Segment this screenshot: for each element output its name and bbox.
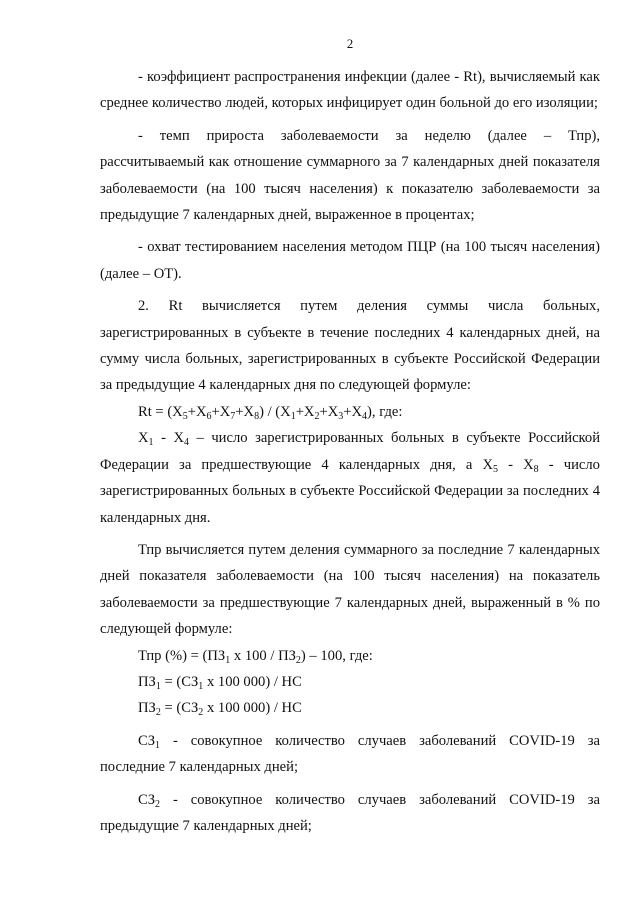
formula-pz1: $ПЗ_1 = (СЗ_1$ х 100 000) / НС [138, 673, 302, 692]
paragraph-tpr-calculation: Тпр вычисляется путем деления суммарного за последние 7 календарных дней показателя заболеваемости (на 100 тысяч населения) на показатель заболеваемости за предшествующие 7 календарных дней, выраженный в % по следующей формуле: [100, 541, 600, 638]
paragraph-ot-definition: - охват тестированием населения методом ПЦР (на 100 тысяч населения) (далее – ОТ). [100, 239, 600, 282]
paragraph-rt-calculation: 2. Rt вычисляется путем деления суммы числа больных, зарегистрированных в субъекте в течение последних 4 календарных дней, на сумму числа больных, зарегистрированных в субъекте Российской Федерации за предыдущие 4 календарных дня по следующей формуле: [100, 298, 600, 394]
formula-rt: $Rt = (X_5+X_6+X_7+X_8) / (X_1+X_2+X_3+X_4)$, где: [138, 403, 403, 422]
formula-tpr: Тпр (%) = ($ПЗ_1$ х $100 / ПЗ_2) - 100$, где: [138, 647, 373, 666]
paragraph-sz1-definition: $СЗ_1$ - совокупное количество случаев заболеваний COVID-19 за последние 7 календарных дней; [100, 732, 600, 776]
paragraph-x-definition: $X_1 - X_4$ – число зарегистрированных больных в субъекте Российской Федерации за предшествующие 4 календарных дня, а $X_5 - X_8$ - число зарегистрированных больных в субъекте Российской Федерации за последних 4 календарных дня. [100, 430, 601, 526]
paragraph-tpr-definition: - темп прироста заболеваемости за неделю (далее – Тпр), рассчитываемый как отношение суммарного за 7 календарных дней показателя заболеваемости (на 100 тысяч населения) к показателю заболеваемости за предыдущие 7 календарных дней, выраженное в процентах; [100, 127, 600, 224]
paragraph-sz2-definition: $СЗ_2$ - совокупное количество случаев заболеваний COVID-19 за предыдущие 7 календарных дней; [100, 791, 600, 834]
formula-pz2: $ПЗ_2 = (СЗ_2$ х 100 000) / НС [138, 700, 302, 719]
paragraph-rt-definition: - коэффициент распространения инфекции (далее - Rt), вычисляемый как среднее количество людей, которых инфицирует один больной до его изоляции; [100, 69, 600, 112]
page-number: 2 [346, 36, 354, 51]
